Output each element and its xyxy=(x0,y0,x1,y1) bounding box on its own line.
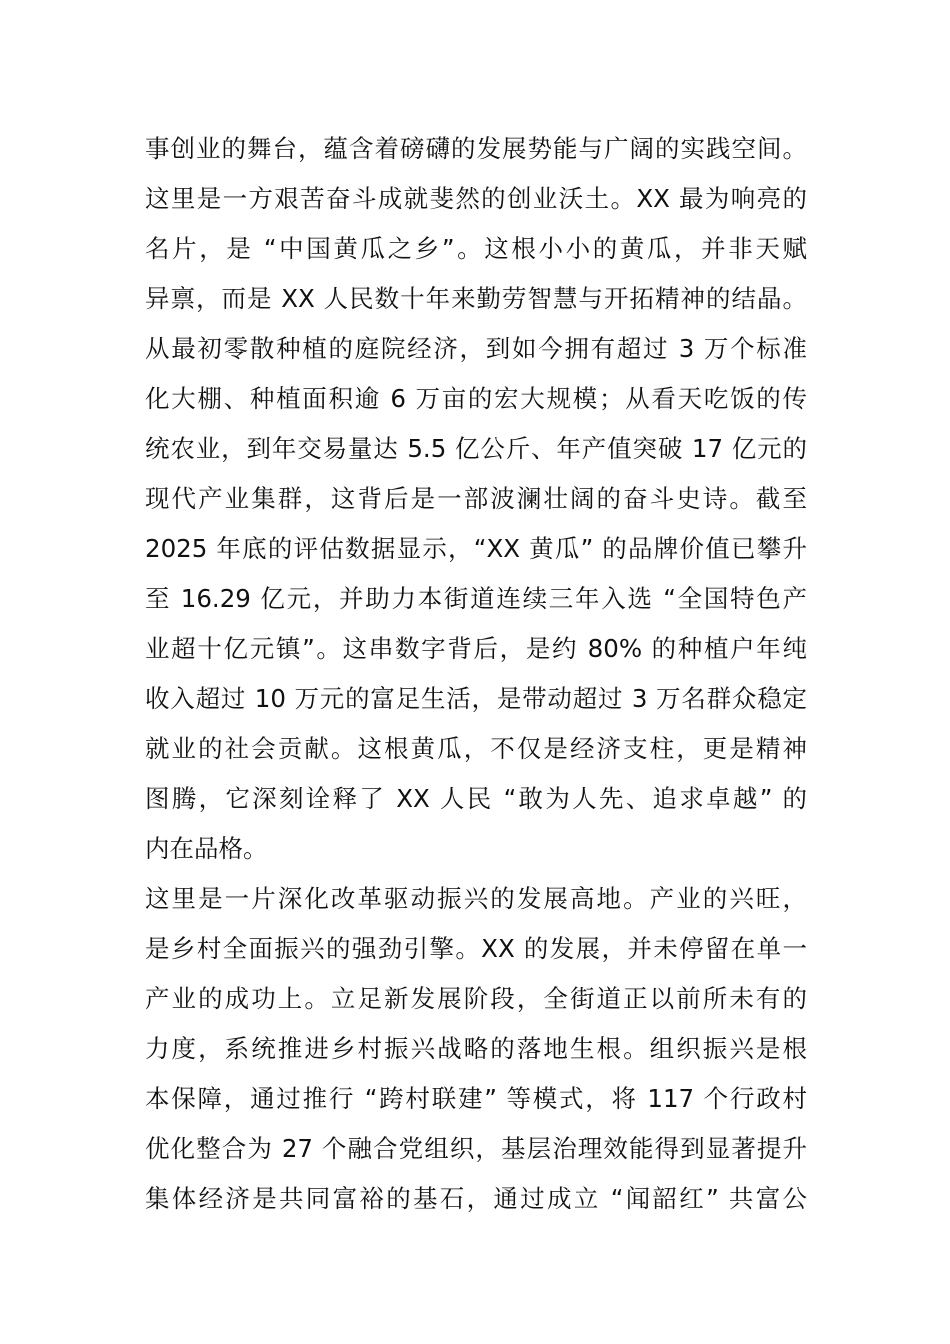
text-line: 现代产业集群，这背后是一部波澜壮阔的奋斗史诗。截至 xyxy=(145,484,807,513)
text-line: 从最初零散种植的庭院经济，到如今拥有超过 3 万个标准 xyxy=(145,334,807,363)
text-line: 就业的社会贡献。这根黄瓜，不仅是经济支柱，更是精神 xyxy=(145,734,807,763)
text-line: 统农业，到年交易量达 5.5 亿公斤、年产值突破 17 亿元的 xyxy=(145,434,807,463)
text-line: 集体经济是共同富裕的基石，通过成立 “闻韶红” 共富公 xyxy=(145,1184,807,1213)
text-line: 图腾，它深刻诠释了 XX 人民 “敢为人先、追求卓越” 的 xyxy=(145,784,807,813)
text-line: 力度，系统推进乡村振兴战略的落地生根。组织振兴是根 xyxy=(145,1034,807,1063)
text-line: 事创业的舞台，蕴含着磅礴的发展势能与广阔的实践空间。 xyxy=(145,134,807,163)
text-line: 收入超过 10 万元的富足生活，是带动超过 3 万名群众稳定 xyxy=(145,684,807,713)
text-line: 本保障，通过推行 “跨村联建” 等模式，将 117 个行政村 xyxy=(145,1084,807,1113)
text-line: 这里是一片深化改革驱动振兴的发展高地。产业的兴旺， xyxy=(145,884,807,913)
text-line: 化大棚、种植面积逾 6 万亩的宏大规模；从看天吃饭的传 xyxy=(145,384,807,413)
text-line: 至 16.29 亿元，并助力本街道连续三年入选 “全国特色产 xyxy=(145,584,807,613)
text-line: 优化整合为 27 个融合党组织，基层治理效能得到显著提升 xyxy=(145,1134,807,1163)
text-line: 是乡村全面振兴的强劲引擎。XX 的发展，并未停留在单一 xyxy=(145,934,807,963)
text-line: 名片，是 “中国黄瓜之乡”。这根小小的黄瓜，并非天赋 xyxy=(145,234,807,263)
text-line: 这里是一方艰苦奋斗成就斐然的创业沃土。XX 最为响亮的 xyxy=(145,184,807,213)
text-line: 异禀，而是 XX 人民数十年来勤劳智慧与开拓精神的结晶。 xyxy=(145,284,807,313)
text-line: 业超十亿元镇”。这串数字背后，是约 80% 的种植户年纯 xyxy=(145,634,807,663)
text-line: 内在品格。 xyxy=(145,834,268,863)
text-line: 产业的成功上。立足新发展阶段，全街道正以前所未有的 xyxy=(145,984,807,1013)
text-line: 2025 年底的评估数据显示，“XX 黄瓜” 的品牌价值已攀升 xyxy=(145,534,807,563)
